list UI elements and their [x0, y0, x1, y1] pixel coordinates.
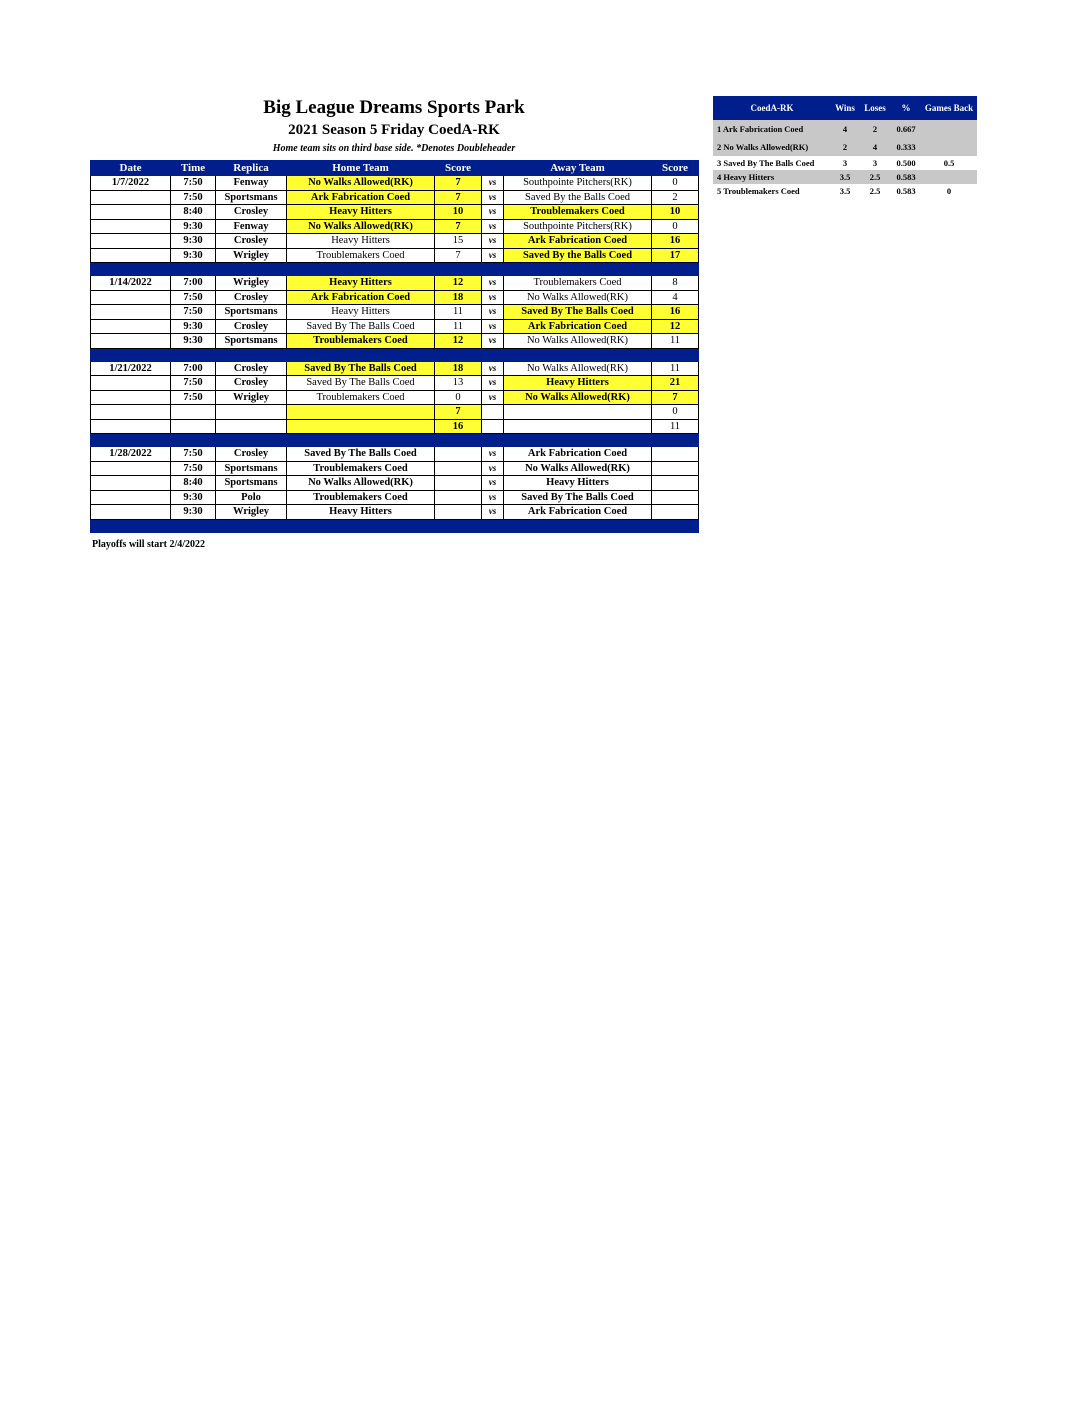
date-cell [91, 290, 171, 305]
standings-wins-cell: 3 [842, 158, 848, 168]
standings-header-row [713, 96, 977, 120]
separator-cell [652, 348, 699, 361]
separator-cell [171, 434, 216, 447]
time-cell: 7:50 [171, 447, 216, 462]
field-cell: Sportsmans [216, 305, 287, 320]
home-team-cell: Troublemakers Coed [287, 248, 435, 263]
vs-cell: vs [482, 490, 504, 505]
standings-rank: 2 [717, 142, 722, 152]
field-cell: Sportsmans [216, 334, 287, 349]
game-row [91, 476, 699, 491]
away-team-cell: Heavy Hitters [504, 476, 652, 491]
game-row [91, 447, 699, 462]
page-title: Big League Dreams Sports Park [263, 97, 525, 118]
date-cell: 1/21/2022 [91, 361, 171, 376]
time-cell: 8:40 [171, 476, 216, 491]
date-cell [91, 234, 171, 249]
away-score-cell: 0 [652, 405, 699, 420]
standings-rank: 5 [717, 186, 722, 196]
date-cell [91, 490, 171, 505]
home-score-cell: 10 [435, 205, 482, 220]
game-row [91, 290, 699, 305]
vs-cell: vs [482, 361, 504, 376]
time-cell: 9:30 [171, 505, 216, 520]
time-cell: 9:30 [171, 248, 216, 263]
away-score-cell: 11 [652, 361, 699, 376]
home-team-cell: Saved By The Balls Coed [287, 319, 435, 334]
vs-cell: vs [482, 476, 504, 491]
separator-cell [652, 434, 699, 447]
standings-row [713, 184, 977, 198]
home-score-cell: 13 [435, 376, 482, 391]
away-score-cell [652, 490, 699, 505]
field-cell: Sportsmans [216, 476, 287, 491]
away-score-cell: 16 [652, 234, 699, 249]
standings-pct-cell: 0.500 [896, 158, 916, 168]
game-row [91, 419, 699, 434]
week-separator-row [91, 434, 699, 447]
week-separator-row [91, 348, 699, 361]
date-cell [91, 376, 171, 391]
separator-cell [287, 519, 435, 532]
standings-games-back-cell [921, 170, 977, 184]
field-cell: Crosley [216, 234, 287, 249]
time-cell: 7:50 [171, 176, 216, 191]
date-cell: 1/14/2022 [91, 276, 171, 291]
separator-cell [435, 434, 482, 447]
standings-team-cell [713, 170, 831, 184]
game-row [91, 305, 699, 320]
game-row [91, 276, 699, 291]
home-team-cell: Saved By The Balls Coed [287, 376, 435, 391]
vs-cell: vs [482, 447, 504, 462]
away-team-cell [504, 419, 652, 434]
standings-pct-cell: 0.333 [891, 138, 921, 156]
home-team-cell: Heavy Hitters [287, 276, 435, 291]
standings-loses-cell: 2.5 [869, 186, 881, 196]
standings-row [713, 138, 977, 156]
away-team-cell: Troublemakers Coed [504, 276, 652, 291]
away-team-cell: Ark Fabrication Coed [504, 234, 652, 249]
away-score-cell [652, 461, 699, 476]
standings-rank: 4 [717, 172, 722, 182]
header-date: Date [91, 161, 171, 176]
vs-cell: vs [482, 461, 504, 476]
time-cell: 7:00 [171, 361, 216, 376]
standings-table [713, 96, 977, 198]
vs-cell: vs [482, 319, 504, 334]
time-cell: 9:30 [171, 219, 216, 234]
home-score-cell: 7 [435, 176, 482, 191]
separator-cell [171, 519, 216, 532]
separator-cell [504, 263, 652, 276]
standings-loses-cell: 2 [859, 120, 891, 138]
away-team-cell: No Walks Allowed(RK) [504, 461, 652, 476]
separator-cell [216, 434, 287, 447]
field-cell: Crosley [216, 290, 287, 305]
home-score-cell: 16 [435, 419, 482, 434]
vs-cell: vs [482, 305, 504, 320]
standings-header-wins: Wins [831, 96, 859, 120]
separator-cell [171, 348, 216, 361]
home-team-cell: Troublemakers Coed [287, 334, 435, 349]
home-score-cell: 7 [435, 248, 482, 263]
field-cell: Wrigley [216, 390, 287, 405]
standings-games-back-cell: 0 [946, 186, 952, 196]
standings-loses-cell: 2.5 [859, 170, 891, 184]
home-team-cell: Ark Fabrication Coed [287, 290, 435, 305]
vs-cell [482, 405, 504, 420]
standings-team-cell [713, 120, 831, 138]
standings-row [713, 120, 977, 138]
separator-cell [482, 519, 504, 532]
away-score-cell [652, 476, 699, 491]
schedule-header-row [91, 161, 699, 176]
standings-team-name: Troublemakers Coed [723, 186, 800, 196]
home-score-cell: 11 [435, 319, 482, 334]
home-team-cell [287, 405, 435, 420]
standings-pct-cell: 0.583 [891, 170, 921, 184]
away-score-cell: 16 [652, 305, 699, 320]
separator-cell [91, 519, 171, 532]
separator-cell [287, 434, 435, 447]
field-cell: Crosley [216, 205, 287, 220]
vs-cell: vs [482, 505, 504, 520]
time-cell: 8:40 [171, 205, 216, 220]
home-team-cell: No Walks Allowed(RK) [287, 219, 435, 234]
standings-games-back-cell: 0.5 [943, 158, 955, 168]
away-team-cell: Troublemakers Coed [504, 205, 652, 220]
separator-cell [171, 263, 216, 276]
separator-cell [482, 434, 504, 447]
time-cell: 7:50 [171, 390, 216, 405]
page-subtitle: 2021 Season 5 Friday CoedA-RK [288, 122, 500, 138]
away-team-cell: Ark Fabrication Coed [504, 505, 652, 520]
time-cell: 9:30 [171, 319, 216, 334]
date-cell: 1/28/2022 [91, 447, 171, 462]
field-cell: Wrigley [216, 276, 287, 291]
home-score-cell [435, 447, 482, 462]
separator-cell [482, 348, 504, 361]
vs-cell: vs [482, 290, 504, 305]
standings-header-division: CoedA-RK [713, 96, 831, 120]
game-row [91, 176, 699, 191]
away-team-cell: Ark Fabrication Coed [504, 447, 652, 462]
date-cell [91, 405, 171, 420]
away-score-cell: 8 [652, 276, 699, 291]
home-score-cell [435, 490, 482, 505]
away-score-cell: 10 [652, 205, 699, 220]
separator-cell [504, 434, 652, 447]
home-team-cell: Saved By The Balls Coed [287, 447, 435, 462]
field-cell: Wrigley [216, 248, 287, 263]
home-score-cell [435, 476, 482, 491]
away-team-cell: Saved By the Balls Coed [504, 248, 652, 263]
away-team-cell: Saved By the Balls Coed [504, 190, 652, 205]
date-cell [91, 248, 171, 263]
vs-cell: vs [482, 334, 504, 349]
standings-wins-cell: 3.5 [831, 170, 859, 184]
header-time: Time [171, 161, 216, 176]
game-row [91, 405, 699, 420]
vs-cell: vs [482, 176, 504, 191]
away-score-cell: 0 [652, 176, 699, 191]
separator-cell [91, 434, 171, 447]
header-vs [482, 161, 504, 176]
separator-cell [504, 348, 652, 361]
home-team-cell: Heavy Hitters [287, 205, 435, 220]
home-score-cell: 0 [435, 390, 482, 405]
game-row [91, 219, 699, 234]
time-cell [171, 405, 216, 420]
game-row [91, 334, 699, 349]
standings-rank: 1 [717, 124, 722, 134]
home-team-cell: No Walks Allowed(RK) [287, 176, 435, 191]
field-cell: Fenway [216, 219, 287, 234]
field-cell: Sportsmans [216, 461, 287, 476]
away-team-cell: Ark Fabrication Coed [504, 319, 652, 334]
standings-wins-cell: 3.5 [839, 186, 851, 196]
away-score-cell: 11 [652, 419, 699, 434]
away-score-cell: 11 [652, 334, 699, 349]
away-score-cell: 17 [652, 248, 699, 263]
home-score-cell: 7 [435, 219, 482, 234]
separator-cell [216, 263, 287, 276]
date-cell [91, 319, 171, 334]
away-score-cell: 2 [652, 190, 699, 205]
standings-games-back-cell [921, 138, 977, 156]
field-cell: Sportsmans [216, 190, 287, 205]
field-cell [216, 405, 287, 420]
separator-cell [91, 263, 171, 276]
home-score-cell: 12 [435, 334, 482, 349]
home-team-cell: Heavy Hitters [287, 305, 435, 320]
separator-cell [216, 348, 287, 361]
standings-loses-cell: 4 [859, 138, 891, 156]
away-team-cell: Heavy Hitters [504, 376, 652, 391]
game-row [91, 248, 699, 263]
game-row [91, 190, 699, 205]
home-score-cell: 11 [435, 305, 482, 320]
header-away-team: Away Team [504, 161, 652, 176]
game-row [91, 234, 699, 249]
date-cell [91, 190, 171, 205]
standings-wins-cell: 2 [831, 138, 859, 156]
home-score-cell: 18 [435, 290, 482, 305]
standings-header-games-back: Games Back [921, 96, 977, 120]
date-cell [91, 219, 171, 234]
away-team-cell: No Walks Allowed(RK) [504, 290, 652, 305]
field-cell: Crosley [216, 447, 287, 462]
separator-cell [435, 348, 482, 361]
home-team-cell: Troublemakers Coed [287, 461, 435, 476]
date-cell [91, 334, 171, 349]
separator-cell [216, 519, 287, 532]
away-team-cell: Saved By The Balls Coed [504, 305, 652, 320]
standings-pct-cell: 0.667 [891, 120, 921, 138]
away-score-cell: 12 [652, 319, 699, 334]
field-cell: Polo [216, 490, 287, 505]
field-cell: Crosley [216, 361, 287, 376]
away-team-cell: No Walks Allowed(RK) [504, 334, 652, 349]
separator-cell [287, 263, 435, 276]
time-cell: 7:50 [171, 190, 216, 205]
time-cell: 9:30 [171, 490, 216, 505]
field-cell: Fenway [216, 176, 287, 191]
home-team-cell: Heavy Hitters [287, 234, 435, 249]
away-team-cell: No Walks Allowed(RK) [504, 361, 652, 376]
home-score-cell [435, 461, 482, 476]
time-cell: 7:50 [171, 461, 216, 476]
time-cell: 7:50 [171, 290, 216, 305]
separator-cell [435, 519, 482, 532]
date-cell [91, 476, 171, 491]
standings-team-name: No Walks Allowed(RK) [723, 142, 809, 152]
date-cell [91, 390, 171, 405]
away-team-cell: Saved By The Balls Coed [504, 490, 652, 505]
away-score-cell [652, 505, 699, 520]
away-team-cell: Southpointe Pitchers(RK) [504, 219, 652, 234]
vs-cell: vs [482, 219, 504, 234]
away-score-cell: 0 [652, 219, 699, 234]
away-score-cell: 21 [652, 376, 699, 391]
home-team-cell: Troublemakers Coed [287, 490, 435, 505]
home-score-cell: 15 [435, 234, 482, 249]
separator-cell [504, 519, 652, 532]
away-team-cell: No Walks Allowed(RK) [504, 390, 652, 405]
game-row [91, 390, 699, 405]
standings-team-name: Heavy Hitters [723, 172, 775, 182]
header-home-team: Home Team [287, 161, 435, 176]
field-cell: Crosley [216, 376, 287, 391]
game-row [91, 490, 699, 505]
standings-header-loses: Loses [859, 96, 891, 120]
standings-pct-cell: 0.583 [896, 186, 916, 196]
separator-cell [482, 263, 504, 276]
home-score-cell: 18 [435, 361, 482, 376]
standings-team-cell [713, 138, 831, 156]
home-score-cell: 7 [435, 405, 482, 420]
home-team-cell [287, 419, 435, 434]
date-cell [91, 305, 171, 320]
standings-team-name: Ark Fabrication Coed [722, 124, 804, 134]
vs-cell: vs [482, 376, 504, 391]
away-score-cell: 7 [652, 390, 699, 405]
vs-cell: vs [482, 205, 504, 220]
game-row [91, 361, 699, 376]
home-score-cell: 12 [435, 276, 482, 291]
standings-team-cell [713, 156, 831, 170]
home-score-cell: 7 [435, 190, 482, 205]
time-cell [171, 419, 216, 434]
separator-cell [287, 348, 435, 361]
vs-cell: vs [482, 248, 504, 263]
field-cell: Wrigley [216, 505, 287, 520]
home-team-cell: Ark Fabrication Coed [287, 190, 435, 205]
vs-cell: vs [482, 190, 504, 205]
standings-loses-cell: 3 [872, 158, 878, 168]
away-team-cell [504, 405, 652, 420]
game-row [91, 205, 699, 220]
time-cell: 7:50 [171, 305, 216, 320]
away-score-cell [652, 447, 699, 462]
standings-rank: 3 [717, 158, 722, 168]
date-cell [91, 505, 171, 520]
time-cell: 9:30 [171, 234, 216, 249]
schedule-table [90, 160, 699, 533]
home-score-cell [435, 505, 482, 520]
home-team-cell: Heavy Hitters [287, 505, 435, 520]
standings-header-pct: % [891, 96, 921, 120]
home-team-cell: Saved By The Balls Coed [287, 361, 435, 376]
game-row [91, 376, 699, 391]
away-score-cell: 4 [652, 290, 699, 305]
date-cell [91, 461, 171, 476]
playoffs-note: Playoffs will start 2/4/2022 [92, 539, 206, 550]
header-replica: Replica [216, 161, 287, 176]
home-team-cell: No Walks Allowed(RK) [287, 476, 435, 491]
field-cell [216, 419, 287, 434]
field-cell: Crosley [216, 319, 287, 334]
separator-cell [91, 348, 171, 361]
standings-team-cell [713, 184, 831, 198]
time-cell: 7:50 [171, 376, 216, 391]
standings-wins-cell: 4 [831, 120, 859, 138]
vs-cell: vs [482, 234, 504, 249]
date-cell [91, 419, 171, 434]
standings-team-name: Saved By The Balls Coed [723, 158, 815, 168]
vs-cell: vs [482, 390, 504, 405]
time-cell: 7:00 [171, 276, 216, 291]
header-home-score: Score [435, 161, 482, 176]
separator-cell [652, 263, 699, 276]
schedule-note: Home team sits on third base side. *Denotes Doubleheader [272, 143, 516, 154]
week-separator-row [91, 263, 699, 276]
game-row [91, 505, 699, 520]
week-separator-row [91, 519, 699, 532]
away-team-cell: Southpointe Pitchers(RK) [504, 176, 652, 191]
game-row [91, 319, 699, 334]
standings-games-back-cell [921, 120, 977, 138]
vs-cell: vs [482, 276, 504, 291]
header-away-score: Score [652, 161, 699, 176]
vs-cell [482, 419, 504, 434]
home-team-cell: Troublemakers Coed [287, 390, 435, 405]
separator-cell [435, 263, 482, 276]
date-cell [91, 205, 171, 220]
date-cell: 1/7/2022 [91, 176, 171, 191]
separator-cell [652, 519, 699, 532]
game-row [91, 461, 699, 476]
standings-row [713, 170, 977, 184]
time-cell: 9:30 [171, 334, 216, 349]
standings-row [713, 156, 977, 170]
